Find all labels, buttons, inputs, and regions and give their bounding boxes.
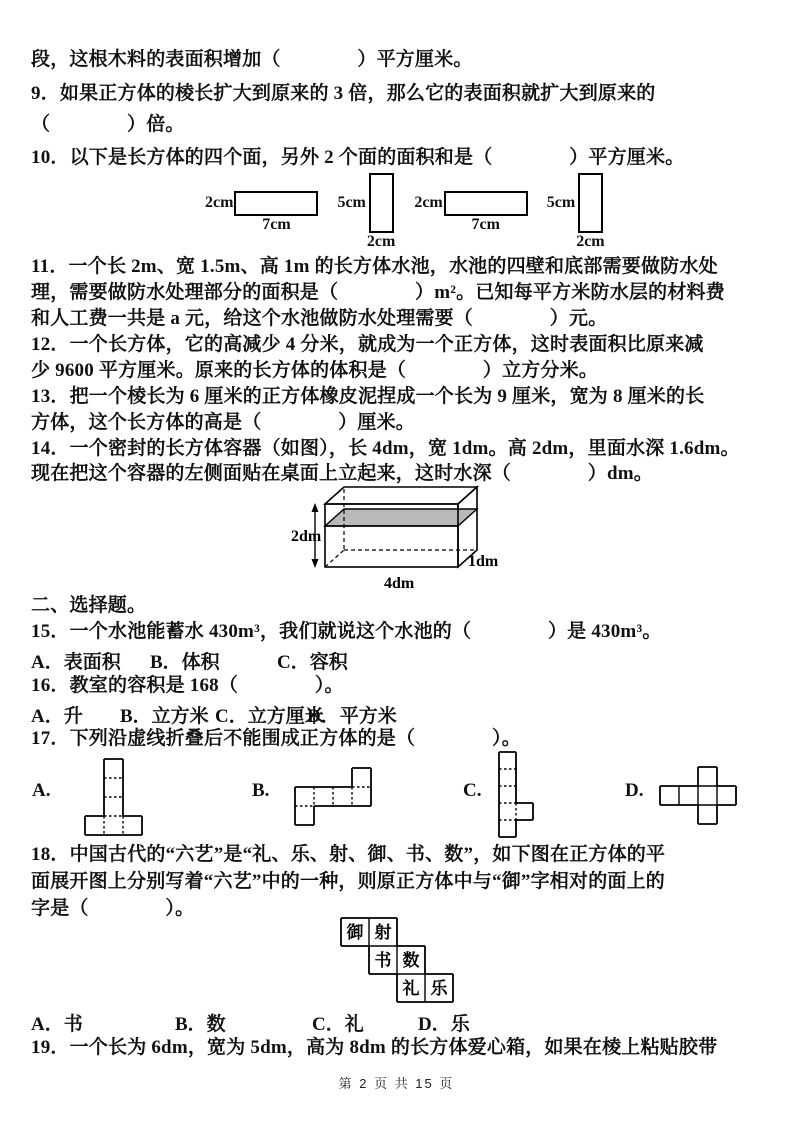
cube-net-d <box>658 765 738 831</box>
q17-net-diagrams <box>0 750 793 842</box>
svg-text:数: 数 <box>402 951 420 971</box>
text-line-q8-cont: 段，这根木料的表面积增加（ ）平方厘米。 <box>31 49 473 70</box>
q14-container-diagram <box>290 477 502 593</box>
option-a: A．表面积 <box>31 652 121 673</box>
face-rectangle <box>234 191 318 216</box>
face-diagram <box>337 173 395 251</box>
text-line-q17: 17．下列沿虚线折叠后不能围成正方体的是（ ）。 <box>31 728 521 749</box>
svg-text:乐: 乐 <box>430 979 448 999</box>
water-surface <box>325 509 477 526</box>
text-line-q11: 11．一个长 2m、宽 1.5m、高 1m 的长方体水池，水池的四壁和底部需要做防水处 <box>31 256 718 277</box>
svg-text:书: 书 <box>374 951 392 971</box>
option-b: B．数 <box>175 1014 226 1035</box>
q18-options-row <box>0 1009 793 1035</box>
cube-net-c <box>497 750 535 844</box>
face-bottom-label: 7cm <box>262 216 291 233</box>
section-title-choice: 二、选择题。 <box>31 595 147 616</box>
box-3d-drawing <box>290 477 502 593</box>
text-line-q13: 13．把一个棱长为 6 厘米的正方体橡皮泥捏成一个长为 9 厘米，宽为 8 厘米的长 <box>31 386 705 407</box>
face-side-label: 5cm <box>546 194 576 211</box>
text-line-q18: 18．中国古代的“六艺”是“礼、乐、射、御、书、数”，如下图在正方体的平 <box>31 844 666 865</box>
q18-character-net <box>339 916 455 1009</box>
text-line-q10: 10．以下是长方体的四个面，另外 2 个面的面积和是（ ）平方厘米。 <box>31 147 685 168</box>
option-c: C．立方厘米 <box>215 706 324 727</box>
height-label: 2dm <box>291 528 322 545</box>
text-line-q12: 12．一个长方体，它的高减少 4 分米，就成为一个正方体，这时表面积比原来减 <box>31 334 704 355</box>
face-bottom-label: 2cm <box>576 233 605 250</box>
text-line-q11-cont: 理，需要做防水处理部分的面积是（ ）m²。已知每平方米防水层的材料费 <box>31 282 725 303</box>
text-line-q18-cont: 面展开图上分别写着“六艺”中的一种，则原正方体中与“御”字相对的面上的 <box>31 871 666 892</box>
option-c: C．礼 <box>312 1014 364 1035</box>
face-bottom-label: 2cm <box>366 233 396 250</box>
option-d: D．平方米 <box>307 706 397 727</box>
net-label-c: C. <box>463 780 482 801</box>
text-line-q19: 19．一个长为 6dm，宽为 5dm，高为 8dm 的长方体爱心箱，如果在棱上粘贴胶带 <box>31 1037 718 1058</box>
option-c: C．容积 <box>277 652 348 673</box>
net-label-b: B. <box>252 780 270 801</box>
net-label-d: D. <box>625 780 644 801</box>
q15-options-row <box>0 647 793 673</box>
face-diagram <box>547 173 605 251</box>
text-line-q9-cont: （ ）倍。 <box>31 114 185 135</box>
net-label-a: A. <box>32 780 51 801</box>
text-line-q13-cont: 方体，这个长方体的高是（ ）厘米。 <box>31 412 416 433</box>
option-b: B．体积 <box>150 652 220 673</box>
page-number-footer: 第 2 页 共 15 页 <box>338 1076 455 1091</box>
option-b: B．立方米 <box>120 706 209 727</box>
face-rectangle <box>444 191 528 216</box>
face-side-label: 5cm <box>337 194 366 211</box>
face-diagram <box>414 173 527 234</box>
text-line-q9: 9．如果正方体的棱长扩大到原来的 3 倍，那么它的表面积就扩大到原来的 <box>31 83 656 104</box>
option-d: D．乐 <box>418 1014 470 1035</box>
text-line-q18-cont: 字是（ ）。 <box>31 898 195 919</box>
face-rectangle <box>578 173 603 233</box>
text-line-q15: 15．一个水池能蓄水 430m³，我们就说这个水池的（ ）是 430m³。 <box>31 621 662 642</box>
face-side-label: 2cm <box>205 194 234 211</box>
face-bottom-label: 7cm <box>471 216 500 233</box>
face-side-label: 2cm <box>414 194 443 211</box>
depth-label: 1dm <box>468 553 499 570</box>
text-line-q14-cont: 现在把这个容器的左侧面贴在桌面上立起来，这时水深（ ）dm。 <box>31 463 653 484</box>
text-line-q11-cont: 和人工费一共是 a 元，给这个水池做防水处理需要（ ）元。 <box>31 308 608 329</box>
option-a: A．书 <box>31 1014 83 1035</box>
length-label: 4dm <box>384 575 415 592</box>
svg-text:射: 射 <box>374 923 392 943</box>
face-rectangle <box>369 173 394 233</box>
text-line-q14: 14．一个密封的长方体容器（如图），长 4dm，宽 1dm。高 2dm，里面水深 1.6dm。 <box>31 438 740 459</box>
q16-options-row <box>0 701 793 727</box>
face-diagram <box>205 173 318 234</box>
q10-face-diagrams <box>205 173 605 251</box>
text-line-q12-cont: 少 9600 平方厘米。原来的长方体的体积是（ ）立方分米。 <box>31 360 599 381</box>
cube-net-a <box>83 757 144 842</box>
svg-text:御: 御 <box>346 923 364 943</box>
option-a: A．升 <box>31 706 83 727</box>
cube-net-b <box>293 766 373 832</box>
svg-text:礼: 礼 <box>402 979 420 999</box>
text-line-q16: 16．教室的容积是 168（ ）。 <box>31 675 344 696</box>
